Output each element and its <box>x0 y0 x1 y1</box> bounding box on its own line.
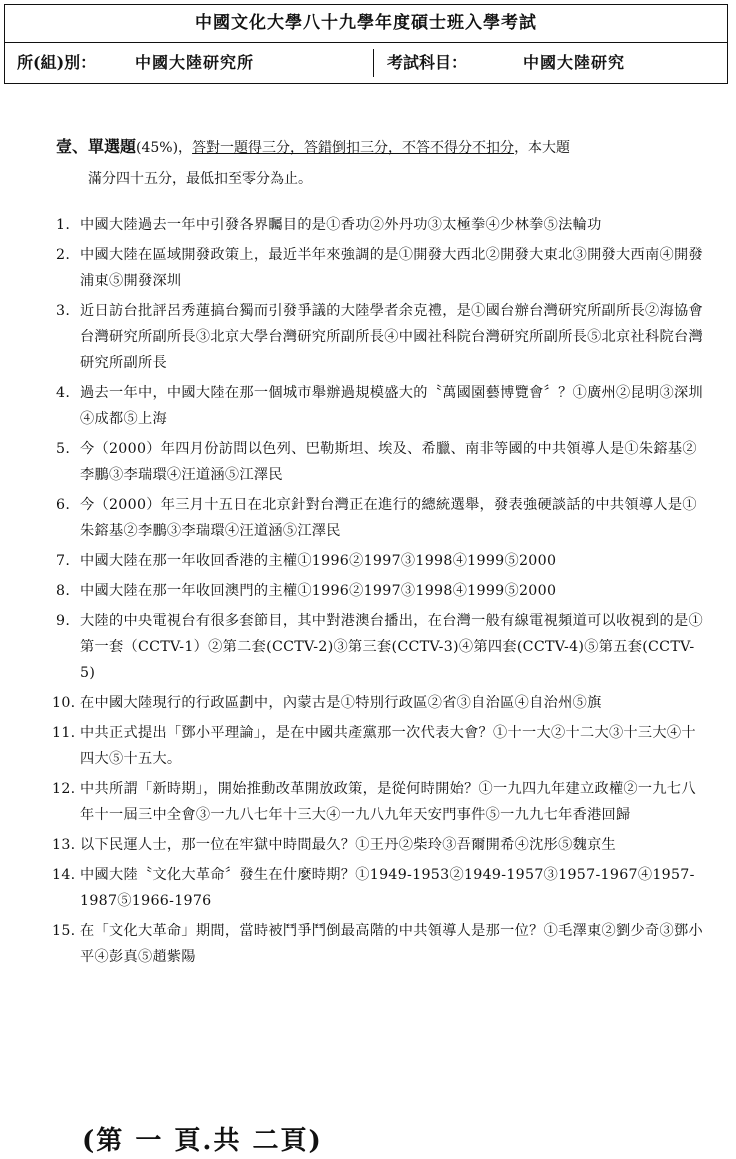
question-text: 以下民運人士，那一位在牢獄中時間最久？①王丹②柴玲③吾爾開希④沈彤⑤魏京生 <box>80 837 617 853</box>
header-info-row <box>5 43 727 83</box>
question-number: 5. <box>56 441 71 457</box>
question-number: 14. <box>52 867 76 883</box>
question-text: 在中國大陸現行的行政區劃中，內蒙古是①特別行政區②省③自治區④自治州⑤旗 <box>80 695 602 711</box>
question-number: 4. <box>56 385 71 401</box>
scoring-rule: 答對一題得三分，答錯倒扣三分，不答不得分不扣分 <box>192 140 515 156</box>
question-text: 今（2000）年四月份訪問以色列、巴勒斯坦、埃及、希臘、南非等國的中共領導人是①朱鎔基②李鵬③李瑞環④汪道涵⑤江澤民 <box>80 441 697 483</box>
question-number: 1. <box>56 217 71 233</box>
question-9 <box>56 608 708 686</box>
question-text: 大陸的中央電視台有很多套節目，其中對港澳台播出，在台灣一般有線電視頻道可以收視到的是①第一套（CCTV-1）②第二套(CCTV-2)③第三套(CCTV-3)④第四套(CCTV-4)⑤第五套(CCTV-5) <box>80 613 703 681</box>
dept-label: 所(組)別： <box>17 53 97 72</box>
subject-label: 考試科目： <box>387 53 468 72</box>
question-number: 7. <box>56 553 71 569</box>
question-number: 12. <box>52 781 76 797</box>
exam-header <box>4 4 728 84</box>
question-text: 中國大陸在那一年收回澳門的主權①1996②1997③1998④1999⑤2000 <box>80 583 557 599</box>
question-12 <box>52 776 708 828</box>
section-line-2: 滿分四十五分，最低扣至零分為止。 <box>88 171 312 187</box>
question-list <box>52 212 708 974</box>
question-5 <box>56 436 708 488</box>
subject-value: 中國大陸研究 <box>523 53 626 72</box>
question-4 <box>56 380 708 432</box>
section-weight: (45%)， <box>136 140 193 156</box>
question-15 <box>52 918 708 970</box>
question-text: 過去一年中，中國大陸在那一個城市舉辦過規模盛大的〝萬國園藝博覽會〞？①廣州②昆明③深圳④成都⑤上海 <box>80 385 703 427</box>
section-heading: 壹、單選題 <box>56 137 137 156</box>
question-11 <box>52 720 708 772</box>
scoring-rule-tail: ，本大題 <box>514 140 571 156</box>
question-number: 3. <box>56 303 71 319</box>
question-number: 15. <box>52 923 76 939</box>
question-8 <box>56 578 708 604</box>
question-number: 9. <box>56 613 71 629</box>
question-3 <box>56 298 708 376</box>
question-number: 2. <box>56 247 71 263</box>
question-text: 中國大陸在那一年收回香港的主權①1996②1997③1998④1999⑤2000 <box>80 553 557 569</box>
question-7 <box>56 548 708 574</box>
question-text: 中國大陸〝文化大革命〞發生在什麼時期？①1949-1953②1949-1957③1957-1967④1957-1987⑤1966-1976 <box>80 867 695 909</box>
question-6 <box>56 492 708 544</box>
dept-value: 中國大陸研究所 <box>135 53 255 72</box>
question-1 <box>56 212 708 238</box>
section-line-1 <box>56 137 716 158</box>
question-number: 6. <box>56 497 71 513</box>
page-footer: (第 一 頁.共 二頁) <box>82 1126 323 1156</box>
header-divider <box>373 49 374 77</box>
question-text: 今（2000）年三月十五日在北京針對台灣正在進行的總統選舉，發表強硬談話的中共領導人是①朱鎔基②李鵬③李瑞環④汪道涵⑤江澤民 <box>80 497 697 539</box>
question-text: 中共正式提出「鄧小平理論」，是在中國共產黨那一次代表大會？①十一大②十二大③十三大④十四大⑤十五大。 <box>80 725 696 767</box>
question-number: 13. <box>52 837 76 853</box>
exam-title: 中國文化大學八十九學年度碩士班入學考試 <box>5 5 727 43</box>
question-text: 中國大陸在區域開發政策上，最近半年來強調的是①開發大西北②開發大東北③開發大西南④開發浦東⑤開發深圳 <box>80 247 703 289</box>
question-text: 中共所謂「新時期」，開始推動改革開放政策，是從何時開始？①一九四九年建立政權②一九七八年十一屆三中全會③一九八七年十三大④一九八九年天安門事件⑤一九九七年香港回歸 <box>80 781 696 823</box>
question-number: 8. <box>56 583 71 599</box>
question-2 <box>56 242 708 294</box>
question-10 <box>52 690 708 716</box>
question-text: 中國大陸過去一年中引發各界矚目的是①香功②外丹功③太極拳④少林拳⑤法輪功 <box>80 217 602 233</box>
question-text: 近日訪台批評呂秀蓮搞台獨而引發爭議的大陸學者余克禮，是①國台辦台灣研究所副所長②海協會台灣研究所副所長③北京大學台灣研究所副所長④中國社科院台灣研究所副所長⑤北京社科院台灣研究所副所長 <box>80 303 703 371</box>
question-text: 在「文化大革命」期間，當時被鬥爭鬥倒最高階的中共領導人是那一位？①毛澤東②劉少奇③鄧小平④彭真⑤趙紫陽 <box>80 923 703 965</box>
question-number: 10. <box>52 695 76 711</box>
question-14 <box>52 862 708 914</box>
section-instructions <box>56 137 716 189</box>
question-number: 11. <box>52 725 76 741</box>
question-13 <box>52 832 708 858</box>
